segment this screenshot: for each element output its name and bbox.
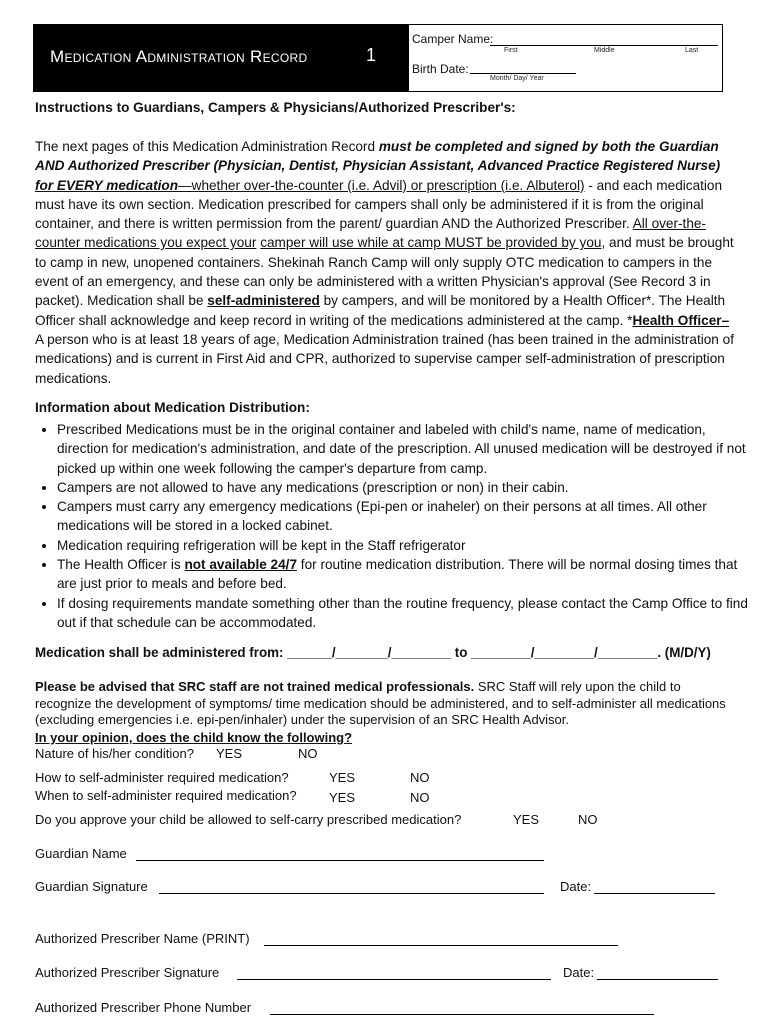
- birth-date-hint: Month/ Day/ Year: [490, 75, 544, 82]
- birth-date-field[interactable]: [470, 73, 576, 74]
- instructions-paragraph: [35, 137, 735, 388]
- q2-yes[interactable]: YES: [329, 770, 356, 785]
- distribution-list: [35, 420, 757, 632]
- advisory-rest: SRC Staff will rely upon the child to recognize the development of symptoms/ time medication should be administered, and to self-administer all medications (excluding emergencies i.e. epi-pen/inhaler) under the supervision of an SRC Health Advisor.: [35, 679, 726, 727]
- instructions-must: must be completed and signed by both the Guardian AND Authorized Prescriber (Physician, Dentist, Physician Assistant, Advanced Practice Registered Nurse): [35, 139, 721, 174]
- list-item: • Prescribed Medications must be in the original container and labeled with child's name, name of medication, direction for medication's administration, and date of the prescription. All unused medication will be destroyed if not picked up within one week following the camper's departure from camp.: [57, 420, 757, 478]
- prescriber-date-label: Date:: [563, 965, 595, 980]
- list-item: • Campers must carry any emergency medications (Epi-pen or inaheler) on their persons at all times. All other medications will be stored in a locked cabinet.: [57, 497, 757, 536]
- guardian-signature-label: Guardian Signature: [35, 879, 148, 894]
- item5-post: for routine medication distribution. There will be normal dosing times that are just prior to meals and before bed.: [57, 557, 738, 592]
- q1-yes[interactable]: YES: [216, 746, 243, 761]
- prescriber-signature-label: Authorized Prescriber Signature: [35, 965, 220, 980]
- first-label: First: [504, 47, 518, 54]
- instructions-rest2: , and must be brought to camp in new, unopened containers. Shekinah Ranch Camp will only supply OTC medication to campers in the event of an emergency, and these can only be administered with a written Physician's approval (See Record 3 in packet). Medication shall be: [35, 235, 734, 309]
- prescriber-name-field[interactable]: [264, 945, 618, 946]
- distribution-heading: Information about Medication Distribution:: [35, 400, 310, 415]
- q3-no[interactable]: NO: [410, 790, 430, 805]
- advisory-bold: Please be advised that SRC staff are not trained medical professionals.: [35, 679, 475, 694]
- instructions-rest1: - and each medication must have its own section. Medication prescribed for campers shall only be administered if it is from the original container, and there is written permission from the parent/ guardian AND the Authorized Prescriber.: [35, 177, 723, 232]
- instructions-rest3: by campers, and will be monitored by a Health Officer*. The Health Officer shall acknowledge and keep record in writing of the medications administered at the camp. *: [35, 293, 726, 328]
- guardian-signature-field[interactable]: [159, 893, 544, 894]
- prescriber-phone-label: Authorized Prescriber Phone Number: [35, 1000, 252, 1015]
- instructions-after-every: —whether over-the-counter (i.e. Advil) or prescription (i.e. Albuterol): [178, 177, 585, 193]
- birth-date-label: Birth Date:: [412, 62, 469, 76]
- instructions-intro: The next pages of this Medication Administration Record: [35, 139, 379, 154]
- instructions-rest4: A person who is at least 18 years of age, Medication Administration trained (has been trained in the administration of medications) and is current in First Aid and CPR, authorized to supervise camper self-administration of prescription medications.: [35, 331, 734, 386]
- prescriber-signature-field[interactable]: [237, 979, 551, 980]
- guardian-date-field[interactable]: [594, 893, 715, 894]
- instructions-otc-1: All over-the-counter medications you expect your: [35, 216, 706, 251]
- list-item: [57, 555, 757, 594]
- last-label: Last: [685, 47, 699, 54]
- q4-yes[interactable]: YES: [513, 812, 540, 827]
- advisory-paragraph: [35, 679, 735, 729]
- question-condition: Nature of his/her condition?: [35, 746, 194, 761]
- list-item: • Medication requiring refrigeration will be kept in the Staff refrigerator: [57, 536, 757, 555]
- question-how: How to self-administer required medication?: [35, 770, 289, 785]
- instructions-health-officer: Health Officer–: [632, 312, 730, 328]
- prescriber-phone-field[interactable]: [270, 1014, 654, 1015]
- q3-yes[interactable]: YES: [329, 790, 356, 805]
- prescriber-date-field[interactable]: [597, 979, 718, 980]
- q4-no[interactable]: NO: [578, 812, 598, 827]
- list-item: • Campers are not allowed to have any medications (prescription or non) in their cabin.: [57, 478, 757, 497]
- guardian-name-label: Guardian Name: [35, 846, 127, 861]
- instructions-heading: Instructions to Guardians, Campers & Physicians/Authorized Prescriber's:: [35, 100, 516, 115]
- record-number: 1: [366, 45, 377, 65]
- instructions-otc-2: camper will use while at camp MUST be provided by you: [260, 235, 602, 251]
- item5-underlined: not available 24/7: [184, 557, 298, 573]
- instructions-self-administered: self-administered: [207, 293, 320, 309]
- question-self-carry: Do you approve your child be allowed to self-carry prescribed medication?: [35, 812, 462, 827]
- record-title: Medication Administration Record: [50, 47, 308, 66]
- q2-no[interactable]: NO: [410, 770, 430, 785]
- guardian-date-label: Date:: [560, 879, 592, 894]
- list-item: • If dosing requirements mandate something other than the routine frequency, please contact the Camp Office to find out if that schedule can be accommodated.: [57, 594, 757, 633]
- item5-pre: The Health Officer is: [57, 557, 185, 573]
- opinion-heading: In your opinion, does the child know the following?: [35, 730, 353, 745]
- camper-name-field[interactable]: [490, 45, 718, 46]
- q1-no[interactable]: NO: [298, 746, 318, 761]
- admin-dates-line[interactable]: Medication shall be administered from: ______/_______/________ to ________/________/________. (M/D/Y): [35, 645, 711, 660]
- guardian-name-field[interactable]: [136, 860, 544, 861]
- question-when: When to self-administer required medication?: [35, 788, 297, 803]
- record-header: [33, 24, 723, 92]
- prescriber-name-label: Authorized Prescriber Name (PRINT): [35, 931, 250, 946]
- title-bar: [34, 25, 409, 91]
- instructions-every: for EVERY medication: [35, 177, 179, 193]
- camper-name-label: Camper Name:: [412, 32, 494, 46]
- middle-label: Middle: [594, 47, 615, 54]
